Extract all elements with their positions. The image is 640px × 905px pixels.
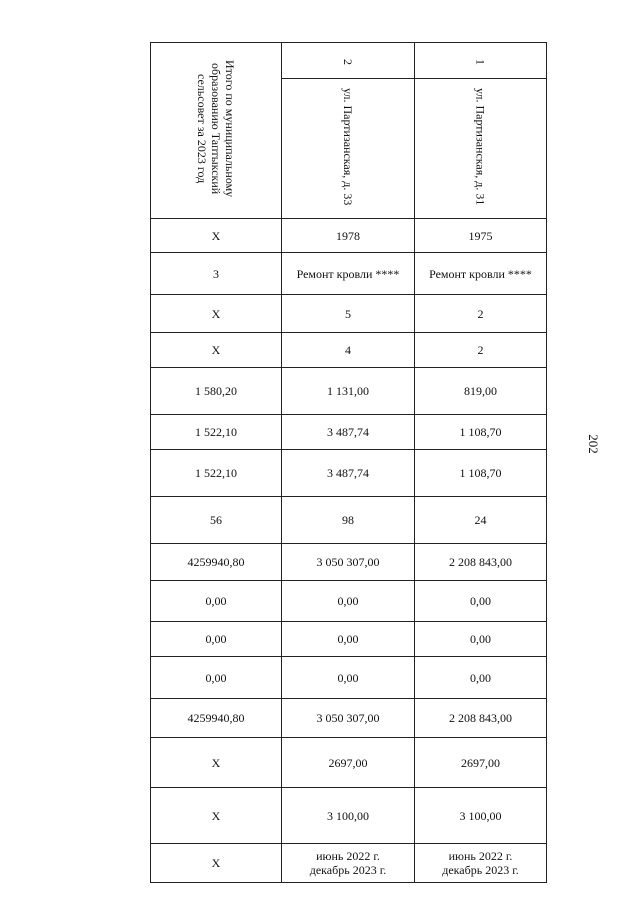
data-cell: 2: [415, 333, 547, 368]
data-cell: 0,00: [415, 622, 547, 657]
total-cell: Х: [151, 788, 282, 844]
date-line: июнь 2022 г.: [316, 849, 380, 863]
table-row: [151, 333, 547, 368]
table-row: [151, 295, 547, 333]
date-line: декабрь 2023 г.: [442, 863, 519, 877]
data-cell: 2: [415, 295, 547, 333]
total-cell: 0,00: [151, 581, 282, 622]
total-cell: 1 580,20: [151, 368, 282, 415]
data-cell: 3 487,74: [282, 450, 415, 497]
total-cell: Х: [151, 333, 282, 368]
data-cell: 0,00: [282, 581, 415, 622]
table-row: [151, 788, 547, 844]
address-header-2: ул. Партизанская, д. 33: [282, 79, 415, 219]
table-row: [151, 450, 547, 497]
data-cell: Ремонт кровли ****: [282, 253, 415, 295]
address-header-1: ул. Партизанская, д. 31: [415, 79, 547, 219]
data-cell: 0,00: [282, 622, 415, 657]
date-cell: [282, 844, 415, 883]
total-cell: Х: [151, 844, 282, 883]
total-cell: 4259940,80: [151, 544, 282, 581]
data-cell: 24: [415, 497, 547, 544]
data-cell: 3 487,74: [282, 415, 415, 450]
data-cell: 0,00: [282, 657, 415, 699]
column-number-2: 2: [282, 43, 415, 79]
data-cell: 2697,00: [282, 738, 415, 788]
total-column-header: [151, 43, 282, 219]
data-cell: 3 100,00: [415, 788, 547, 844]
total-cell: Х: [151, 738, 282, 788]
total-cell: 1 522,10: [151, 415, 282, 450]
table-row: [151, 415, 547, 450]
data-cell: 2 208 843,00: [415, 699, 547, 738]
data-table: [150, 42, 547, 883]
data-cell: 3 050 307,00: [282, 544, 415, 581]
data-cell: 1 108,70: [415, 450, 547, 497]
data-cell: 4: [282, 333, 415, 368]
date-line: декабрь 2023 г.: [309, 863, 387, 877]
data-cell: 5: [282, 295, 415, 333]
total-cell: 4259940,80: [151, 699, 282, 738]
total-cell: 56: [151, 497, 282, 544]
data-cell: 1 131,00: [282, 368, 415, 415]
total-cell: Х: [151, 219, 282, 253]
data-cell: Ремонт кровли ****: [415, 253, 547, 295]
data-cell: 1975: [415, 219, 547, 253]
table-row: [151, 699, 547, 738]
total-cell: 0,00: [151, 657, 282, 699]
table-row: [151, 657, 547, 699]
data-cell: 3 050 307,00: [282, 699, 415, 738]
page-number: 202: [585, 434, 601, 454]
data-cell: 98: [282, 497, 415, 544]
total-cell: Х: [151, 295, 282, 333]
data-cell: 3 100,00: [282, 788, 415, 844]
data-cell: 1978: [282, 219, 415, 253]
date-cell: [415, 844, 547, 883]
column-number-1: 1: [415, 43, 547, 79]
data-cell: 0,00: [415, 657, 547, 699]
data-cell: 0,00: [415, 581, 547, 622]
data-cell: 2 208 843,00: [415, 544, 547, 581]
table-row: [151, 368, 547, 415]
total-column-header-text: Итого по муниципальному образованию Таптыкский сельсовет за 2023 год: [195, 60, 237, 198]
table-row: [151, 738, 547, 788]
data-cell: 1 108,70: [415, 415, 547, 450]
total-cell: 3: [151, 253, 282, 295]
table-row: [151, 497, 547, 544]
data-cell: 2697,00: [415, 738, 547, 788]
date-line: июнь 2022 г.: [448, 849, 513, 863]
table-row: [151, 253, 547, 295]
table-row: [151, 844, 547, 883]
table-row: [151, 581, 547, 622]
table-row: [151, 219, 547, 253]
total-cell: 1 522,10: [151, 450, 282, 497]
total-cell: 0,00: [151, 622, 282, 657]
table-row: [151, 544, 547, 581]
data-cell: 819,00: [415, 368, 547, 415]
table-row: [151, 622, 547, 657]
